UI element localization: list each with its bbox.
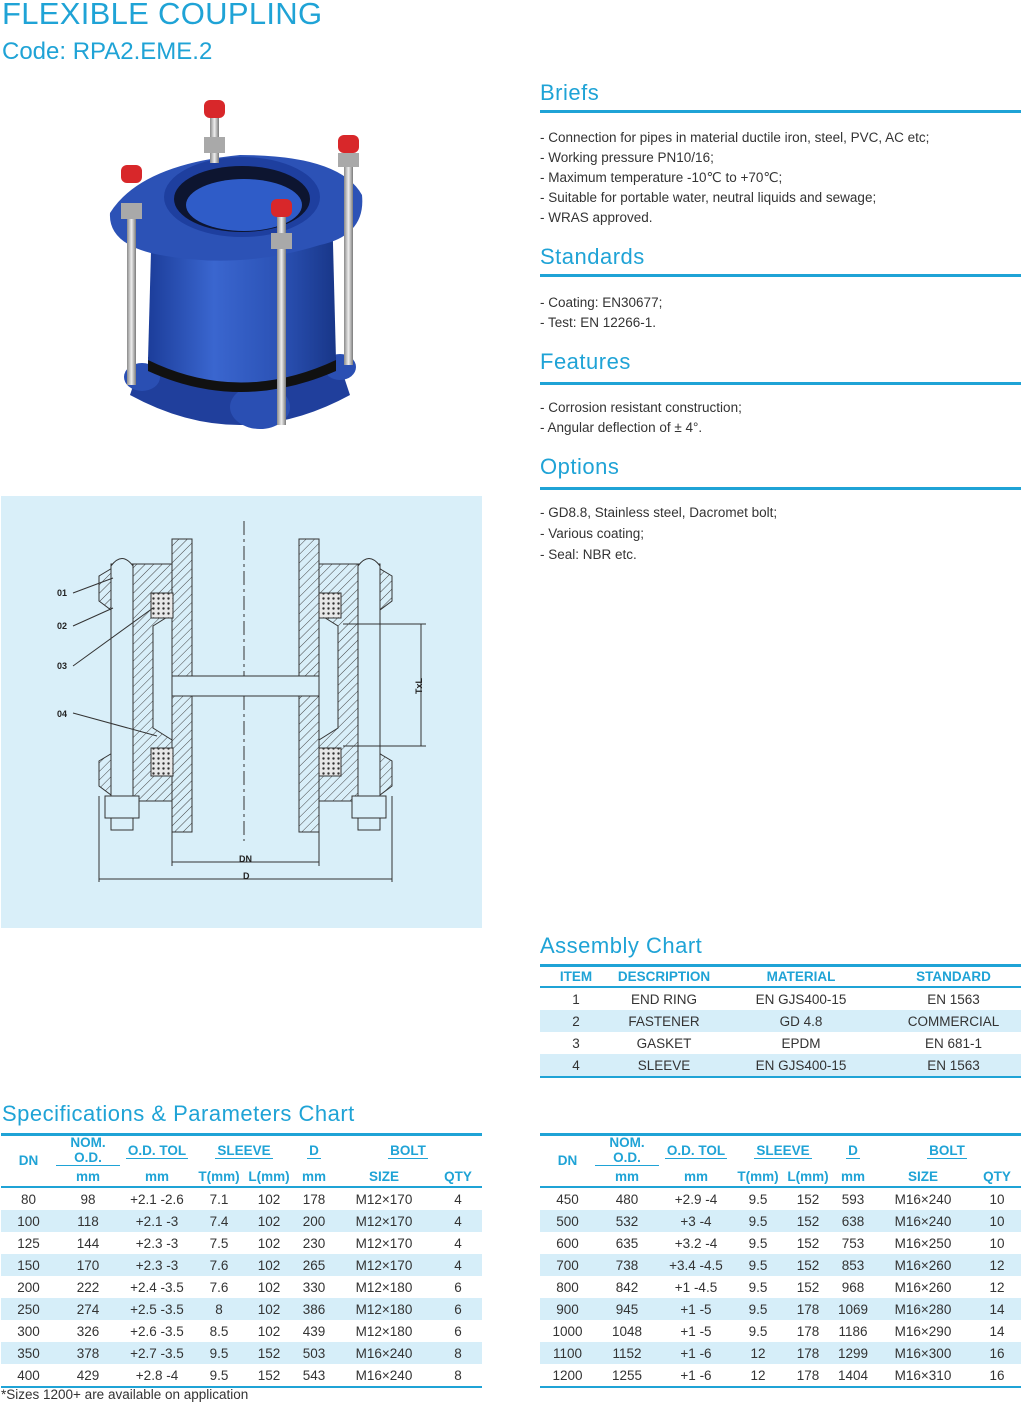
specs-cell: 7.4	[194, 1210, 244, 1232]
specs-cell: 152	[796, 1279, 820, 1295]
specs-left-body	[1, 1187, 482, 1387]
standards-title: Standards	[540, 244, 645, 269]
options-title: Options	[540, 454, 620, 479]
drawing-label-d: D	[243, 871, 250, 881]
specs-right-body	[540, 1187, 1021, 1387]
specs-cell: 386	[294, 1298, 334, 1320]
assembly-row	[540, 987, 1021, 1010]
specs-cell: M12×170	[334, 1210, 434, 1232]
specs-cell: +1 -4.5	[674, 1279, 718, 1295]
specs-table-right	[540, 1135, 1021, 1388]
assembly-header-item: ITEM	[540, 966, 612, 987]
specs-cell: +2.4 -3.5	[130, 1279, 184, 1295]
technical-drawing	[1, 496, 482, 928]
assembly-cell: GD 4.8	[716, 1010, 886, 1032]
options-item: - Various coating;	[540, 526, 645, 541]
assembly-cell: EN GJS400-15	[716, 1054, 886, 1077]
specs-cell: M12×180	[355, 1279, 413, 1295]
specs-row	[540, 1254, 1021, 1276]
specs-cell: 12	[733, 1364, 783, 1387]
specs-cell: 265	[294, 1254, 334, 1276]
specs-cell: +3.4 -4.5	[659, 1254, 733, 1276]
briefs-item: - WRAS approved.	[540, 210, 653, 225]
specs-row	[1, 1298, 482, 1320]
page-title: FLEXIBLE COUPLING	[2, 0, 323, 31]
features-item: - Corrosion resistant construction;	[540, 400, 742, 415]
specs-cell: 1404	[833, 1364, 873, 1387]
assembly-cell: SLEEVE	[612, 1054, 716, 1077]
specs-cell: +1 -5	[680, 1323, 712, 1339]
specs-cell: 178	[783, 1342, 833, 1364]
specs-cell: 9.5	[748, 1235, 768, 1251]
specs-subheader-qty: QTY	[973, 1166, 1021, 1187]
specs-header-dn: DN	[540, 1135, 595, 1187]
specs-cell: 12	[733, 1342, 783, 1364]
specs-cell: 4	[454, 1235, 462, 1251]
standards-rule	[540, 274, 1021, 277]
briefs-item: - Maximum temperature -10℃ to +70℃;	[540, 170, 783, 185]
specs-cell: 350	[1, 1342, 56, 1364]
specs-cell: 9.5	[733, 1254, 783, 1276]
specs-cell: 429	[56, 1364, 120, 1387]
specs-cell: 8.5	[209, 1323, 229, 1339]
specs-header-bolt: BOLT	[390, 1142, 426, 1158]
specs-cell: 753	[841, 1235, 865, 1251]
specs-cell: 1100	[540, 1342, 595, 1364]
features-title: Features	[540, 349, 631, 374]
specs-cell: +2.5 -3.5	[120, 1298, 194, 1320]
specs-subheader-mm: mm	[56, 1166, 120, 1187]
specs-cell: 1069	[833, 1298, 873, 1320]
assembly-cell: EN 1563	[927, 991, 980, 1007]
drawing-label-02: 02	[57, 621, 68, 631]
specs-cell: 125	[17, 1235, 40, 1251]
options-rule	[540, 487, 1021, 490]
specs-cell: 118	[56, 1210, 120, 1232]
specs-cell: M12×170	[334, 1254, 434, 1276]
specs-cell: 700	[540, 1254, 595, 1276]
specs-cell: 9.5	[733, 1298, 783, 1320]
product-photo	[100, 95, 380, 450]
specs-cell: 1200	[540, 1364, 595, 1387]
specs-cell: 9.5	[748, 1279, 768, 1295]
specs-cell: 178	[796, 1323, 820, 1339]
specs-cell: 8	[194, 1298, 244, 1320]
specs-cell: 326	[76, 1323, 100, 1339]
specs-cell: 150	[1, 1254, 56, 1276]
specs-cell: M16×290	[894, 1323, 952, 1339]
specs-cell: 842	[615, 1279, 639, 1295]
assembly-cell: 1	[572, 991, 580, 1007]
drawing-label-txl: TxL	[414, 677, 424, 694]
specs-cell: M16×260	[873, 1254, 973, 1276]
specs-cell: 152	[796, 1191, 820, 1207]
specs-cell: 593	[841, 1191, 865, 1207]
specs-cell: +1 -6	[659, 1342, 733, 1364]
specs-cell: 14	[989, 1323, 1005, 1339]
specs-cell: 200	[294, 1210, 334, 1232]
specs-cell: 274	[56, 1298, 120, 1320]
specs-cell: 1048	[611, 1323, 643, 1339]
options-item: - GD8.8, Stainless steel, Dacromet bolt;	[540, 505, 778, 520]
specs-cell: 102	[244, 1254, 294, 1276]
specs-cell: M16×300	[873, 1342, 973, 1364]
specs-cell: +3 -4	[659, 1210, 733, 1232]
specs-cell: 503	[294, 1342, 334, 1364]
specs-cell: 1152	[595, 1342, 659, 1364]
specs-row	[540, 1187, 1021, 1210]
assembly-cell: EN 681-1	[924, 1035, 983, 1051]
standards-item: - Test: EN 12266-1.	[540, 315, 657, 330]
assembly-cell: END RING	[630, 991, 697, 1007]
specs-cell: 7.1	[209, 1191, 229, 1207]
specs-cell: +1 -5	[659, 1298, 733, 1320]
specs-cell: M16×260	[894, 1279, 952, 1295]
assembly-header-standard: STANDARD	[886, 966, 1021, 987]
assembly-header-description: DESCRIPTION	[612, 966, 716, 987]
specs-cell: 945	[595, 1298, 659, 1320]
specs-cell: M16×280	[873, 1298, 973, 1320]
specs-cell: 543	[294, 1364, 334, 1387]
features-item: - Angular deflection of ± 4°.	[540, 420, 703, 435]
specs-cell: 9.5	[748, 1323, 768, 1339]
specs-subheader-t: T(mm)	[194, 1166, 244, 1187]
specs-cell: 9.5	[194, 1342, 244, 1364]
specs-cell: 4	[454, 1191, 462, 1207]
specs-subheader-size: SIZE	[873, 1166, 973, 1187]
specs-row	[1, 1232, 482, 1254]
specs-cell: 7.6	[209, 1279, 229, 1295]
specs-footnote: *Sizes 1200+ are available on application	[1, 1387, 249, 1402]
specs-subheader-size: SIZE	[334, 1166, 434, 1187]
options-item: - Seal: NBR etc.	[540, 547, 637, 562]
specs-cell: +2.1 -2.6	[130, 1191, 184, 1207]
features-rule	[540, 382, 1021, 385]
specs-row	[1, 1342, 482, 1364]
briefs-rule	[540, 110, 1021, 113]
specs-subheader-mm: mm	[294, 1166, 334, 1187]
assembly-header-material: MATERIAL	[716, 966, 886, 987]
specs-title: Specifications & Parameters Chart	[2, 1101, 355, 1126]
specs-header-nom-od: NOM. O.D.	[56, 1135, 120, 1166]
specs-cell: M12×180	[355, 1323, 413, 1339]
specs-cell: 178	[783, 1298, 833, 1320]
assembly-cell: EN GJS400-15	[755, 991, 847, 1007]
specs-header-od-tol: O.D. TOL	[666, 1142, 726, 1158]
specs-cell: 98	[80, 1191, 96, 1207]
specs-cell: 968	[841, 1279, 865, 1295]
specs-row	[540, 1210, 1021, 1232]
assembly-table	[540, 966, 1021, 1078]
specs-cell: 152	[244, 1342, 294, 1364]
specs-subheader-l: L(mm)	[783, 1166, 833, 1187]
specs-cell: M16×240	[334, 1342, 434, 1364]
specs-cell: 102	[257, 1235, 281, 1251]
briefs-item: - Suitable for portable water, neutral liquids and sewage;	[540, 190, 877, 205]
standards-list	[540, 293, 662, 333]
specs-cell: 9.5	[194, 1364, 244, 1387]
specs-cell: 4	[434, 1210, 482, 1232]
specs-cell: 250	[1, 1298, 56, 1320]
product-code: Code: RPA2.EME.2	[2, 38, 213, 65]
specs-cell: 638	[833, 1210, 873, 1232]
specs-cell: M12×180	[334, 1298, 434, 1320]
briefs-title: Briefs	[540, 80, 600, 105]
specs-cell: M16×240	[334, 1364, 434, 1387]
specs-cell: 178	[783, 1364, 833, 1387]
specs-cell: 1000	[552, 1323, 583, 1339]
specs-row	[1, 1187, 482, 1210]
specs-cell: 222	[76, 1279, 100, 1295]
assembly-cell: 3	[572, 1035, 580, 1051]
specs-cell: 532	[595, 1210, 659, 1232]
specs-cell: 439	[302, 1323, 326, 1339]
specs-cell: +3.2 -4	[674, 1235, 718, 1251]
specs-row	[540, 1320, 1021, 1342]
drawing-label-03: 03	[57, 661, 68, 671]
specs-cell: 12	[973, 1254, 1021, 1276]
specs-cell: 9.5	[748, 1191, 768, 1207]
specs-cell: 10	[989, 1191, 1005, 1207]
specs-cell: 853	[833, 1254, 873, 1276]
specs-cell: 7.6	[194, 1254, 244, 1276]
specs-cell: 378	[56, 1342, 120, 1364]
specs-cell: +1 -6	[659, 1364, 733, 1387]
specs-header-sleeve: SLEEVE	[756, 1142, 810, 1158]
assembly-cell: GASKET	[636, 1035, 692, 1051]
specs-row	[540, 1232, 1021, 1254]
specs-row	[1, 1210, 482, 1232]
specs-cell: +2.9 -4	[674, 1191, 718, 1207]
specs-cell: 6	[454, 1323, 462, 1339]
specs-row	[540, 1298, 1021, 1320]
specs-cell: 6	[454, 1279, 462, 1295]
specs-cell: 800	[556, 1279, 579, 1295]
specs-cell: +2.3 -3	[120, 1254, 194, 1276]
specs-cell: 7.5	[209, 1235, 229, 1251]
specs-cell: M12×170	[355, 1191, 413, 1207]
specs-header-d: D	[848, 1142, 858, 1158]
assembly-cell: 2	[540, 1010, 612, 1032]
specs-table-left	[1, 1135, 482, 1388]
specs-cell: 152	[783, 1210, 833, 1232]
specs-cell: 102	[257, 1323, 281, 1339]
specs-cell: 1255	[595, 1364, 659, 1387]
specs-cell: +2.8 -4	[120, 1364, 194, 1387]
specs-header-dn: DN	[1, 1135, 56, 1187]
specs-row	[540, 1276, 1021, 1298]
specs-row	[1, 1254, 482, 1276]
drawing-label-04: 04	[57, 709, 68, 719]
specs-cell: 1299	[833, 1342, 873, 1364]
specs-cell: 1186	[838, 1323, 868, 1339]
specs-subheader-t: T(mm)	[733, 1166, 783, 1187]
specs-cell: 200	[17, 1279, 40, 1295]
specs-subheader-l: L(mm)	[244, 1166, 294, 1187]
specs-subheader-mm: mm	[120, 1166, 194, 1187]
specs-cell: 600	[556, 1235, 579, 1251]
specs-cell: 178	[302, 1191, 326, 1207]
specs-cell: +2.3 -3	[135, 1235, 179, 1251]
assembly-row	[540, 1054, 1021, 1077]
specs-cell: 330	[302, 1279, 326, 1295]
specs-header-nom-od: NOM. O.D.	[595, 1135, 659, 1166]
specs-cell: 6	[434, 1298, 482, 1320]
specs-cell: 102	[257, 1279, 281, 1295]
assembly-cell: 4	[540, 1054, 612, 1077]
specs-cell: M16×240	[873, 1210, 973, 1232]
assembly-title: Assembly Chart	[540, 933, 703, 958]
specs-cell: +2.1 -3	[120, 1210, 194, 1232]
specs-header-bolt: BOLT	[929, 1142, 965, 1158]
specs-subheader-qty: QTY	[434, 1166, 482, 1187]
specs-cell: 102	[244, 1210, 294, 1232]
specs-cell: 635	[615, 1235, 639, 1251]
specs-subheader-mm: mm	[595, 1166, 659, 1187]
specs-cell: 9.5	[733, 1210, 783, 1232]
specs-cell: 102	[244, 1298, 294, 1320]
specs-cell: 10	[973, 1210, 1021, 1232]
specs-cell: 480	[615, 1191, 639, 1207]
specs-cell: 170	[56, 1254, 120, 1276]
specs-cell: 230	[302, 1235, 326, 1251]
specs-cell: M16×240	[894, 1191, 952, 1207]
specs-row	[1, 1320, 482, 1342]
specs-cell: 4	[434, 1254, 482, 1276]
options-list	[540, 502, 777, 565]
standards-item: - Coating: EN30677;	[540, 295, 663, 310]
specs-header-sleeve: SLEEVE	[217, 1142, 271, 1158]
drawing-label-dn: DN	[239, 854, 252, 864]
specs-header-d: D	[309, 1142, 319, 1158]
specs-cell: M16×310	[873, 1364, 973, 1387]
assembly-cell: COMMERCIAL	[886, 1010, 1021, 1032]
briefs-list	[540, 128, 929, 228]
assembly-cell: EPDM	[781, 1035, 821, 1051]
specs-cell: 10	[989, 1235, 1005, 1251]
specs-cell: 102	[257, 1191, 281, 1207]
specs-cell: 900	[540, 1298, 595, 1320]
specs-row	[1, 1364, 482, 1387]
specs-cell: M16×250	[894, 1235, 952, 1251]
specs-cell: 152	[783, 1254, 833, 1276]
specs-cell: M12×170	[355, 1235, 413, 1251]
specs-cell: +2.6 -3.5	[130, 1323, 184, 1339]
specs-cell: 16	[973, 1364, 1021, 1387]
specs-cell: 300	[17, 1323, 40, 1339]
specs-cell: 500	[540, 1210, 595, 1232]
briefs-item: - Working pressure PN10/16;	[540, 150, 714, 165]
specs-cell: 738	[595, 1254, 659, 1276]
specs-cell: 100	[1, 1210, 56, 1232]
specs-cell: 400	[1, 1364, 56, 1387]
specs-subheader-mm: mm	[833, 1166, 873, 1187]
specs-cell: 152	[244, 1364, 294, 1387]
specs-subheader-mm: mm	[659, 1166, 733, 1187]
specs-cell: 16	[973, 1342, 1021, 1364]
specs-cell: 12	[989, 1279, 1005, 1295]
specs-cell: 8	[434, 1364, 482, 1387]
drawing-svg	[1, 496, 482, 928]
briefs-item: - Connection for pipes in material ductile iron, steel, PVC, AC etc;	[540, 130, 930, 145]
specs-row	[540, 1364, 1021, 1387]
specs-cell: 14	[973, 1298, 1021, 1320]
specs-cell: 152	[796, 1235, 820, 1251]
specs-row	[540, 1342, 1021, 1364]
specs-cell: +2.7 -3.5	[120, 1342, 194, 1364]
assembly-row	[540, 1010, 1021, 1032]
specs-cell: 144	[76, 1235, 100, 1251]
specs-cell: 8	[434, 1342, 482, 1364]
assembly-row	[540, 1032, 1021, 1054]
specs-cell: 450	[556, 1191, 579, 1207]
specs-header-od-tol: O.D. TOL	[127, 1142, 187, 1158]
specs-cell: 80	[20, 1191, 37, 1207]
specs-row	[1, 1276, 482, 1298]
features-list	[540, 398, 742, 438]
assembly-cell: EN 1563	[886, 1054, 1021, 1077]
assembly-cell: FASTENER	[612, 1010, 716, 1032]
drawing-label-01: 01	[57, 588, 68, 598]
